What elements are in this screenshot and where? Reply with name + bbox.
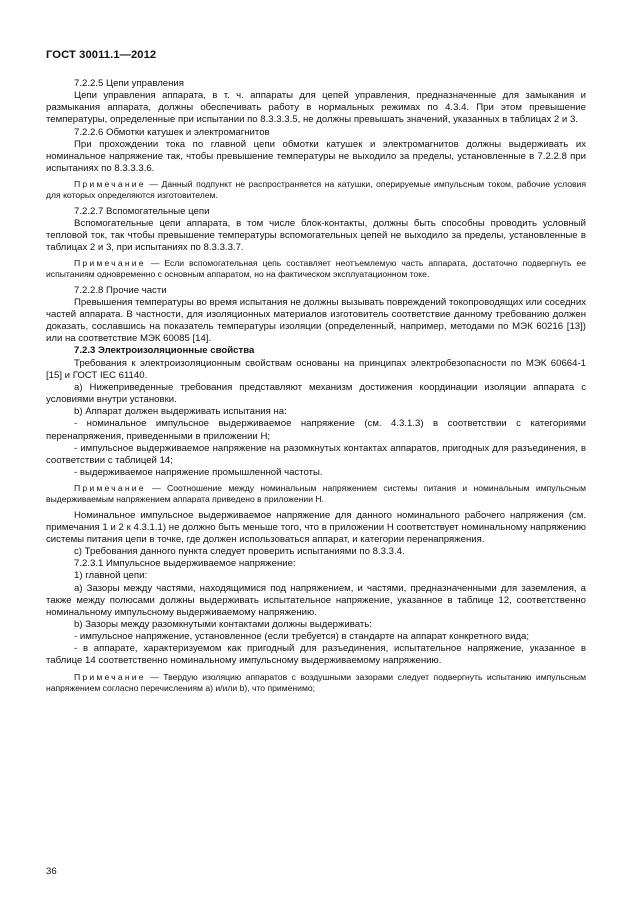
section-heading: 7.2.3 Электроизоляционные свойства (74, 345, 255, 357)
list-item: a) Зазоры между частями, находящимися под напряжением, и частями, предназначенными для заземления, а также между полюсами должны выдерживать испытательное напряжение, указанное в таблице 12, соответственно номинальному импульсному выдерживаемому напряжению. (46, 582, 586, 618)
list-item: - в аппарате, характеризуемом как пригодный для разъединения, испытательное напряжение, указанное в таблице 14 соответственно номинальному импульсному выдерживаемому напряжению. (46, 643, 586, 667)
note-text: — Если вспомогательная цепь составляет неотъемлемую часть аппарата, достаточно подвергнуть ее испытаниям одновременно с основным аппаратом, но на фактическом эксплуатационном токе. (46, 258, 586, 280)
list-item: 1) главной цепи: (74, 570, 148, 582)
note-label: Примечание (74, 671, 146, 682)
list-item: a) Нижеприведенные требования представляют механизм достижения координации изоляции аппарата с условиями внутри установки. (46, 381, 586, 406)
note-text: — Твердую изоляцию аппаратов с воздушными зазорами следует подвергнуть испытанию импульсным напряжением согласно перечислениям a) и/или b), что применимо; (46, 671, 586, 693)
clause-heading: 7.2.2.6 Обмотки катушек и электромагнитов (74, 126, 270, 138)
list-item: - импульсное выдерживаемое напряжение на разомкнутых контактах аппаратов, пригодных для разъединения, в соответствии с таблицей 14; (46, 442, 586, 466)
paragraph: Цепи управления аппарата, в т. ч. аппараты для цепей управления, предназначенные для замыкания и размыкания аппарата, должны обеспечивать работу в нормальных режимах по 4.3.4. При этом превышение температуры, определенные при испытании по 8.3.3.3.5, не должны превышать значений, указанных в таблицах 2 и 3. (46, 90, 586, 126)
list-item: b) Аппарат должен выдерживать испытания на: (74, 406, 287, 418)
document-body (46, 78, 586, 698)
clause-heading: 7.2.2.8 Прочие части (74, 284, 167, 296)
list-item: - импульсное напряжение, установленное (если требуется) в стандарте на аппарат конкретного вида; (74, 631, 530, 643)
list-item: c) Требования данного пункта следует проверить испытаниями по 8.3.3.4. (74, 546, 405, 558)
clause-heading: 7.2.2.7 Вспомогательные цепи (74, 205, 210, 217)
paragraph: При прохождении тока по главной цепи обмотки катушек и электромагнитов должны выдерживать их номинальное напряжение так, чтобы превышение температуры не выходило за пределы, установленные в 7.2.2.8 при испытаниях по 8.3.3.3.6. (46, 138, 586, 175)
paragraph: Превышения температуры во время испытания не должны вызывать повреждений токопроводящих или соседних частей аппарата. В частности, для изоляционных материалов изготовитель соответствие данному требованию должен доказать, сославшись на показатель температуры изоляции (определенный, например, методами по МЭК 60216 [13]) или на соответствие МЭК 60085 [14]. (46, 296, 586, 345)
page-number: 36 (46, 866, 57, 877)
list-item: b) Зазоры между разомкнутыми контактами должны выдерживать: (74, 619, 372, 630)
note (46, 483, 586, 505)
document-code: ГОСТ 30011.1—2012 (46, 49, 157, 61)
note-text: — Соотношение между номинальным напряжением системы питания и номинальным импульсным выдерживаемым напряжением аппарата приведено в приложении Н. (46, 483, 586, 505)
note-label: Примечание (74, 179, 146, 190)
list-item: - номинальное импульсное выдерживаемое напряжение (см. 4.3.1.3) в соответствии с категориями перенапряжения, приведенными в приложении Н; (46, 418, 586, 442)
paragraph: Требования к электроизоляционным свойствам основаны на принципах электробезопасности по МЭК 60664-1 [15] и ГОСТ IEC 61140. (46, 357, 586, 381)
clause-heading: 7.2.2.5 Цепи управления (74, 78, 184, 89)
note-label: Примечание (74, 483, 146, 494)
paragraph: Номинальное импульсное выдерживаемое напряжение для данного номинального рабочего напряжения (см. примечания 1 и 2 к 4.3.1.1) не должно быть меньше того, что в приложении Н соответствует номинальному напряжению системы питания цепи в точке, где должен использоваться аппарат, и категории перенапряжения. (46, 509, 586, 545)
note (46, 258, 586, 280)
note (46, 179, 586, 201)
note-label: Примечание (74, 258, 146, 269)
clause-heading: 7.2.3.1 Импульсное выдерживаемое напряжение: (74, 558, 296, 570)
note-text: — Данный подпункт не распространяется на катушки, оперируемые импульсным током, рабочие условия для которых определяются изготовителем. (46, 179, 586, 201)
paragraph: Вспомогательные цепи аппарата, в том числе блок-контакты, должны быть способны проводить условный тепловой ток, так чтобы превышение температуры вспомогательных цепей не выходило за пределы, установленные в таблицах 2 и 3, при испытаниях по 8.3.3.3.7. (46, 217, 586, 254)
list-item: - выдерживаемое напряжение промышленной частоты. (74, 467, 323, 479)
note (46, 672, 586, 694)
